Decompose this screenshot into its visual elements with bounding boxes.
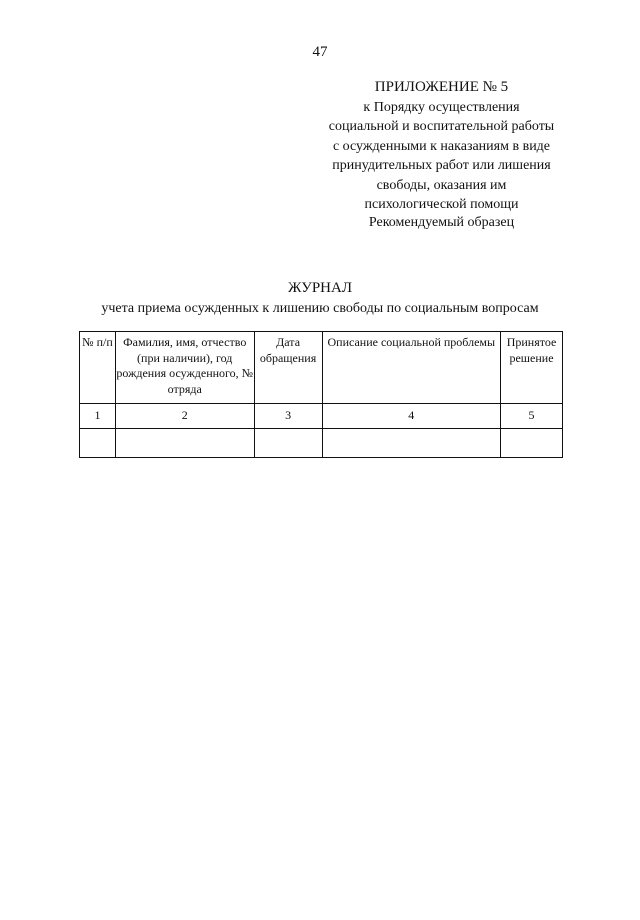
appendix-line: принудительных работ или лишения bbox=[332, 158, 551, 173]
appendix-block bbox=[300, 78, 583, 215]
column-number: 4 bbox=[322, 404, 500, 429]
journal-subtitle: учета приема осужденных к лишению свободы по социальным вопросам bbox=[101, 301, 539, 316]
column-number: 5 bbox=[501, 404, 563, 429]
page-number: 47 bbox=[312, 44, 328, 60]
empty-table-row bbox=[80, 429, 563, 458]
appendix-line: психологической помощи bbox=[364, 197, 519, 212]
header-number: № п/п bbox=[80, 332, 116, 404]
appendix-line: к Порядку осуществления bbox=[363, 99, 520, 115]
table-cell bbox=[254, 429, 322, 458]
appendix-line: социальной и воспитательной работы bbox=[328, 119, 555, 134]
table-header-row bbox=[80, 332, 563, 404]
header-problem-description: Описание социальной проблемы bbox=[322, 332, 500, 404]
journal-title: ЖУРНАЛ bbox=[287, 280, 353, 296]
column-numbers-row bbox=[80, 404, 563, 429]
recommended-sample-note: Рекомендуемый образец bbox=[368, 215, 515, 230]
appendix-heading: ПРИЛОЖЕНИЕ № 5 bbox=[374, 79, 509, 95]
journal-table bbox=[79, 331, 563, 458]
column-number: 1 bbox=[80, 404, 116, 429]
table-cell bbox=[322, 429, 500, 458]
appendix-line: с осужденными к наказаниям в виде bbox=[332, 138, 551, 154]
table-cell bbox=[501, 429, 563, 458]
table-cell bbox=[80, 429, 116, 458]
appendix-line: свободы, оказания им bbox=[376, 177, 507, 193]
header-full-name: Фамилия, имя, отчество (при наличии), год рождения осужденного, № отряда bbox=[115, 332, 254, 404]
header-decision: Принятое решение bbox=[501, 332, 563, 404]
table-cell bbox=[115, 429, 254, 458]
header-date: Дата обращения bbox=[254, 332, 322, 404]
column-number: 2 bbox=[115, 404, 254, 429]
column-number: 3 bbox=[254, 404, 322, 429]
